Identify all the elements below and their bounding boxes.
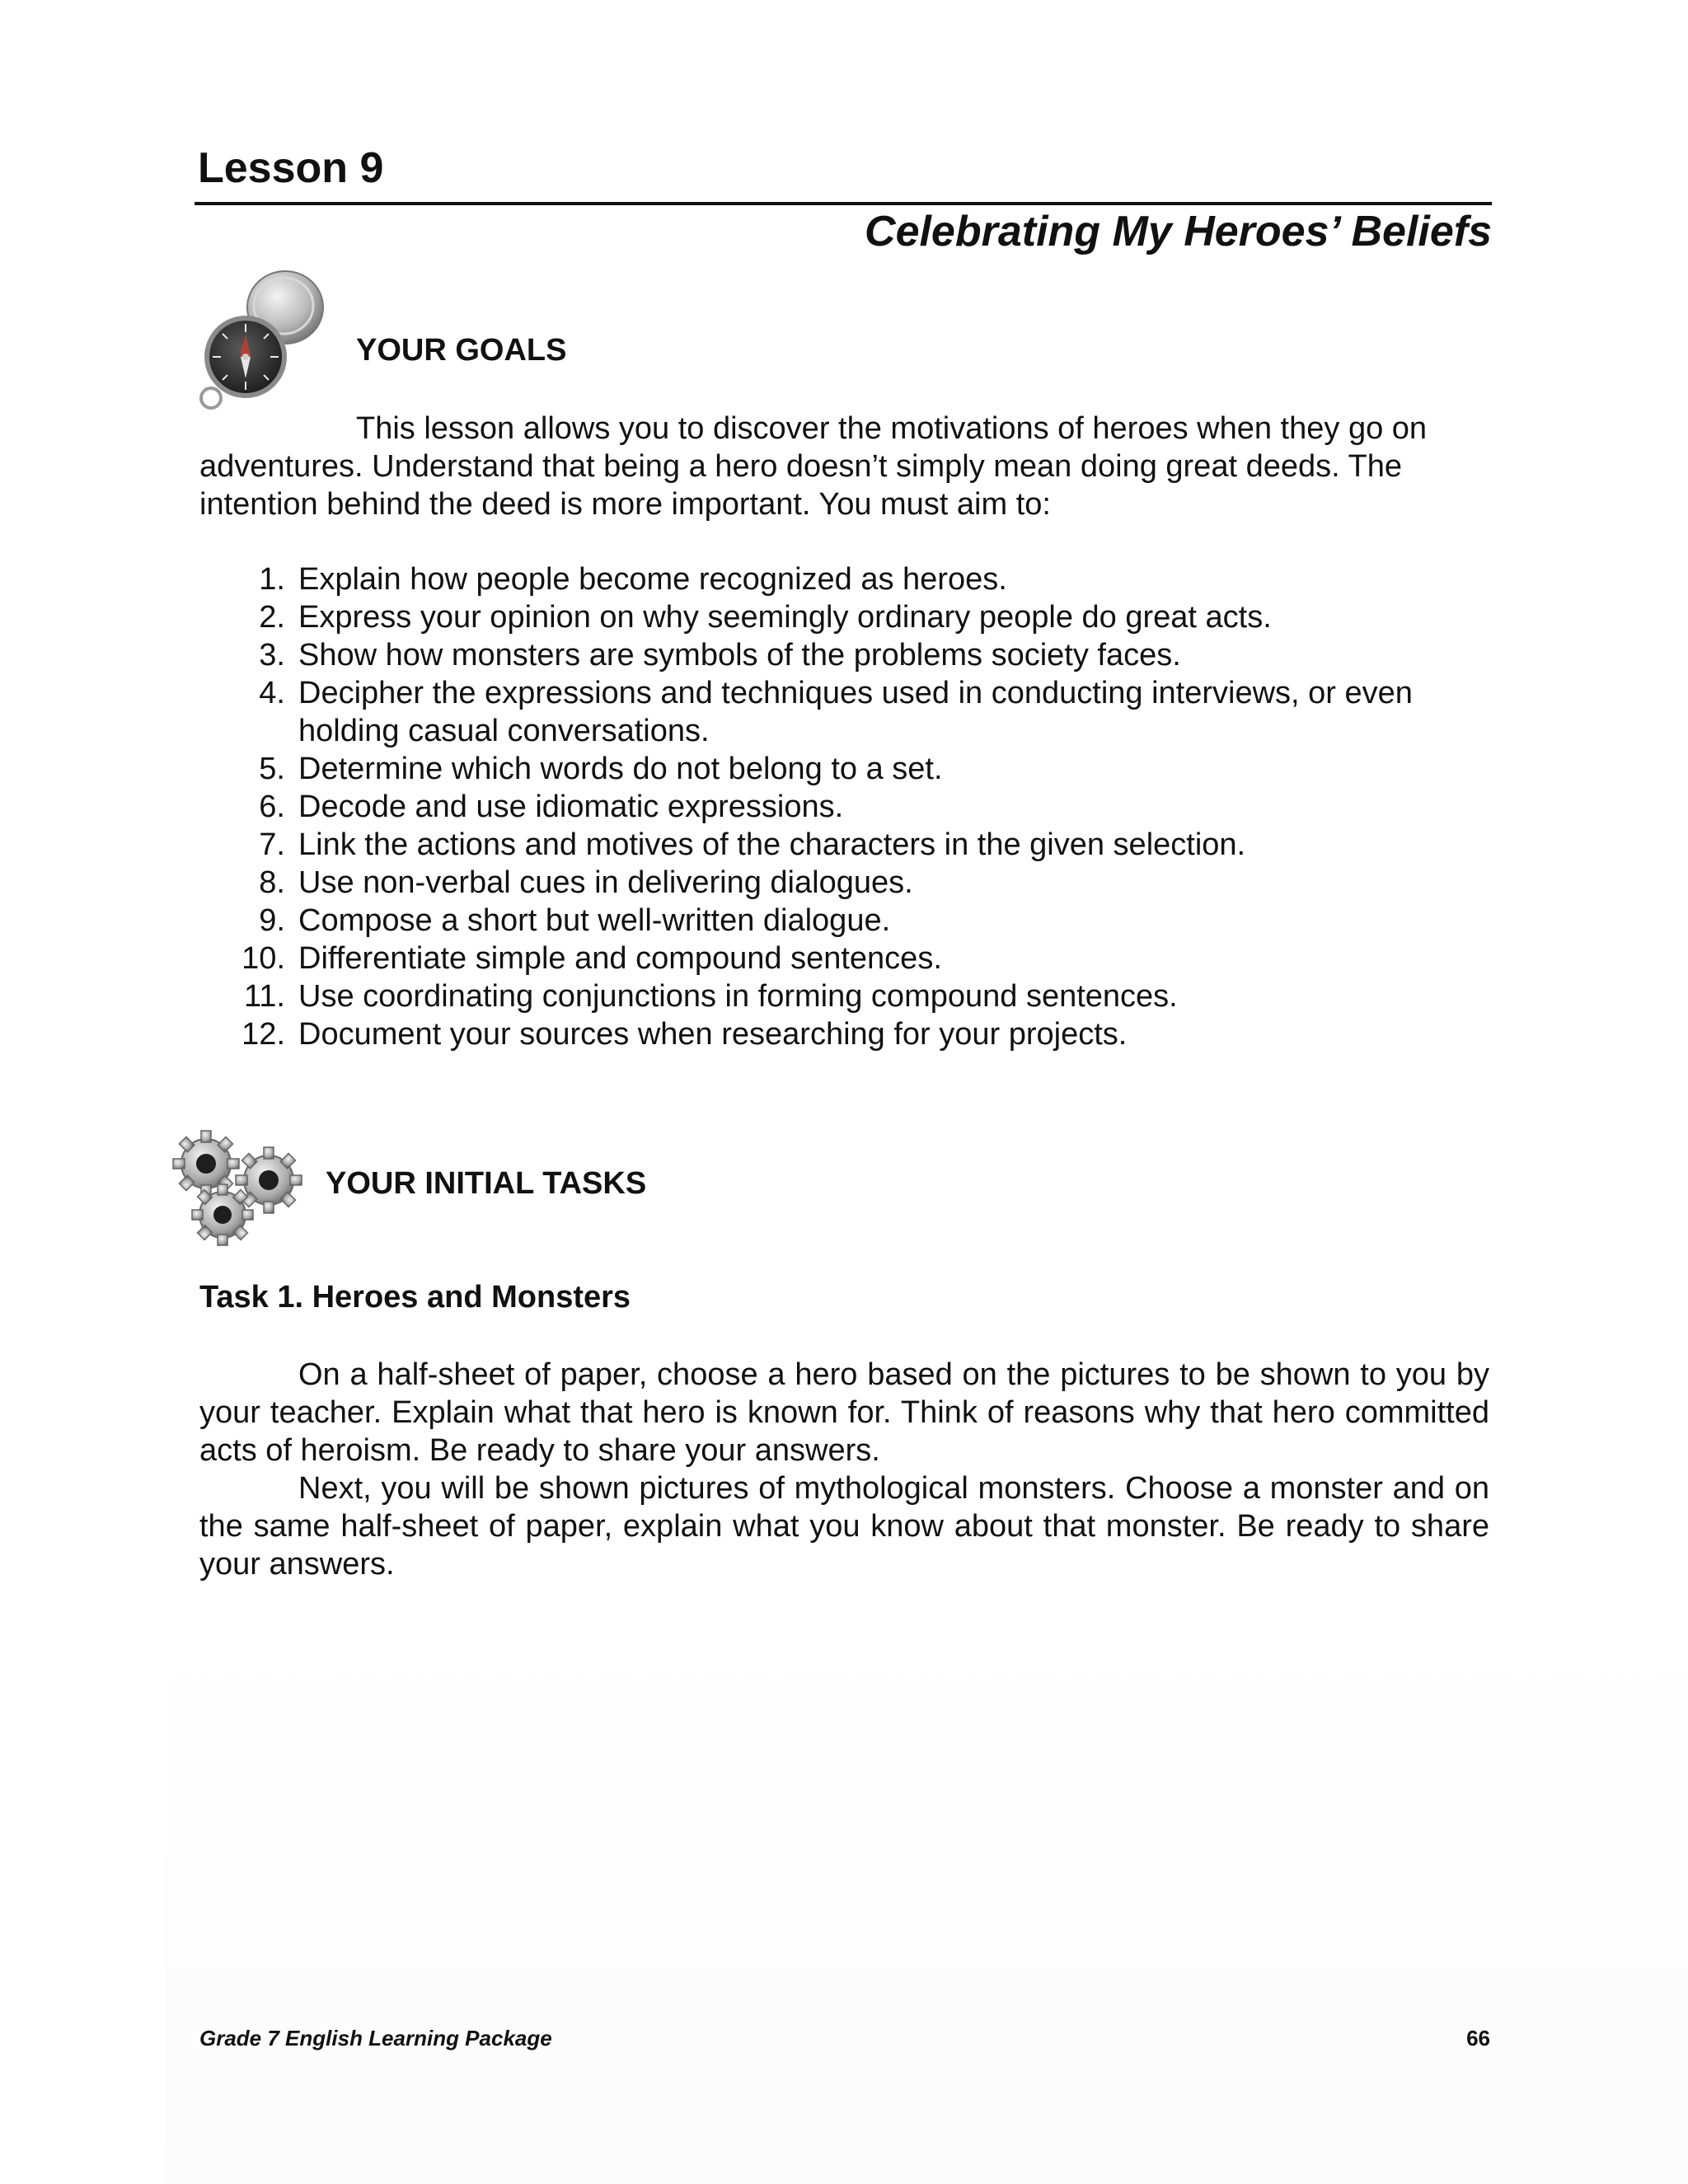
list-item [199,598,1489,636]
list-item [199,940,1489,977]
list-item-text: Use non-verbal cues in delivering dialogues. [298,865,913,900]
list-item-number: 12. [241,1017,285,1052]
task-1-paragraph-2: Next, you will be shown pictures of mythological monsters. Choose a monster and on the same half-sheet of paper, explain what you know about that monster. Be ready to share your answers. [199,1471,1489,1582]
list-item-text: Document your sources when researching for your projects. [298,1017,1128,1052]
list-item-number: 5. [259,752,285,786]
list-item-text: Decode and use idiomatic expressions. [298,790,844,824]
list-item-text: Link the actions and motives of the characters in the given selection. [298,827,1246,862]
task-1-paragraph-1: On a half-sheet of paper, choose a hero based on the pictures to be shown to you by your teacher. Explain what that hero is known for. Think of reasons why that hero committed acts of heroism. Be ready to share your answers. [199,1357,1489,1468]
list-item [199,977,1489,1015]
initial-tasks-heading: YOUR INITIAL TASKS [326,1166,647,1201]
list-item-text: Use coordinating conjunctions in forming compound sentences. [298,979,1178,1014]
list-item [199,788,1489,826]
goals-list [199,560,1489,1053]
list-item-number: 2. [259,600,285,635]
footer-page-number: 66 [1466,2026,1490,2050]
list-item-text: Express your opinion on why seemingly ordinary people do great acts. [298,600,1272,635]
footer-package-name: Grade 7 English Learning Package [199,2026,552,2050]
list-item-number: 3. [259,638,285,673]
list-item-text: Differentiate simple and compound sentences. [298,941,942,976]
compass-icon [195,268,335,416]
list-item [199,636,1489,674]
lesson-number: Lesson 9 [198,144,384,192]
list-item [199,902,1489,940]
list-item [199,826,1489,864]
list-item-number: 9. [259,903,285,938]
list-item-number: 7. [259,827,285,862]
list-item [199,1015,1489,1053]
list-item-text: Decipher the expressions and techniques used in conducting interviews, or even holding casual conversations. [298,676,1413,748]
goals-heading: YOUR GOALS [356,333,567,368]
list-item-number: 1. [259,562,285,597]
list-item [199,750,1489,788]
list-item-text: Compose a short but well-written dialogue. [298,903,891,938]
list-item-number: 4. [259,676,285,710]
list-item-number: 11. [243,979,285,1014]
gears-icon [171,1129,303,1249]
page-shading [165,1615,1688,2184]
list-item [199,674,1489,750]
list-item-text: Explain how people become recognized as heroes. [298,562,1007,597]
list-item-number: 8. [259,865,285,900]
task-1-title: Task 1. Heroes and Monsters [199,1280,631,1315]
lesson-title: Celebrating My Heroes’ Beliefs [865,208,1492,255]
list-item-text: Show how monsters are symbols of the problems society faces. [298,638,1181,673]
list-item-number: 10. [241,941,285,976]
goals-intro-paragraph: This lesson allows you to discover the motivations of heroes when they go on adventures. Understand that being a hero doesn’t simply mean doing great deeds. The intention behind the deed is more important. You must aim to: [199,411,1428,522]
list-item [199,864,1489,902]
list-item [199,560,1489,598]
list-item-text: Determine which words do not belong to a set. [298,752,943,786]
list-item-number: 6. [259,790,285,824]
